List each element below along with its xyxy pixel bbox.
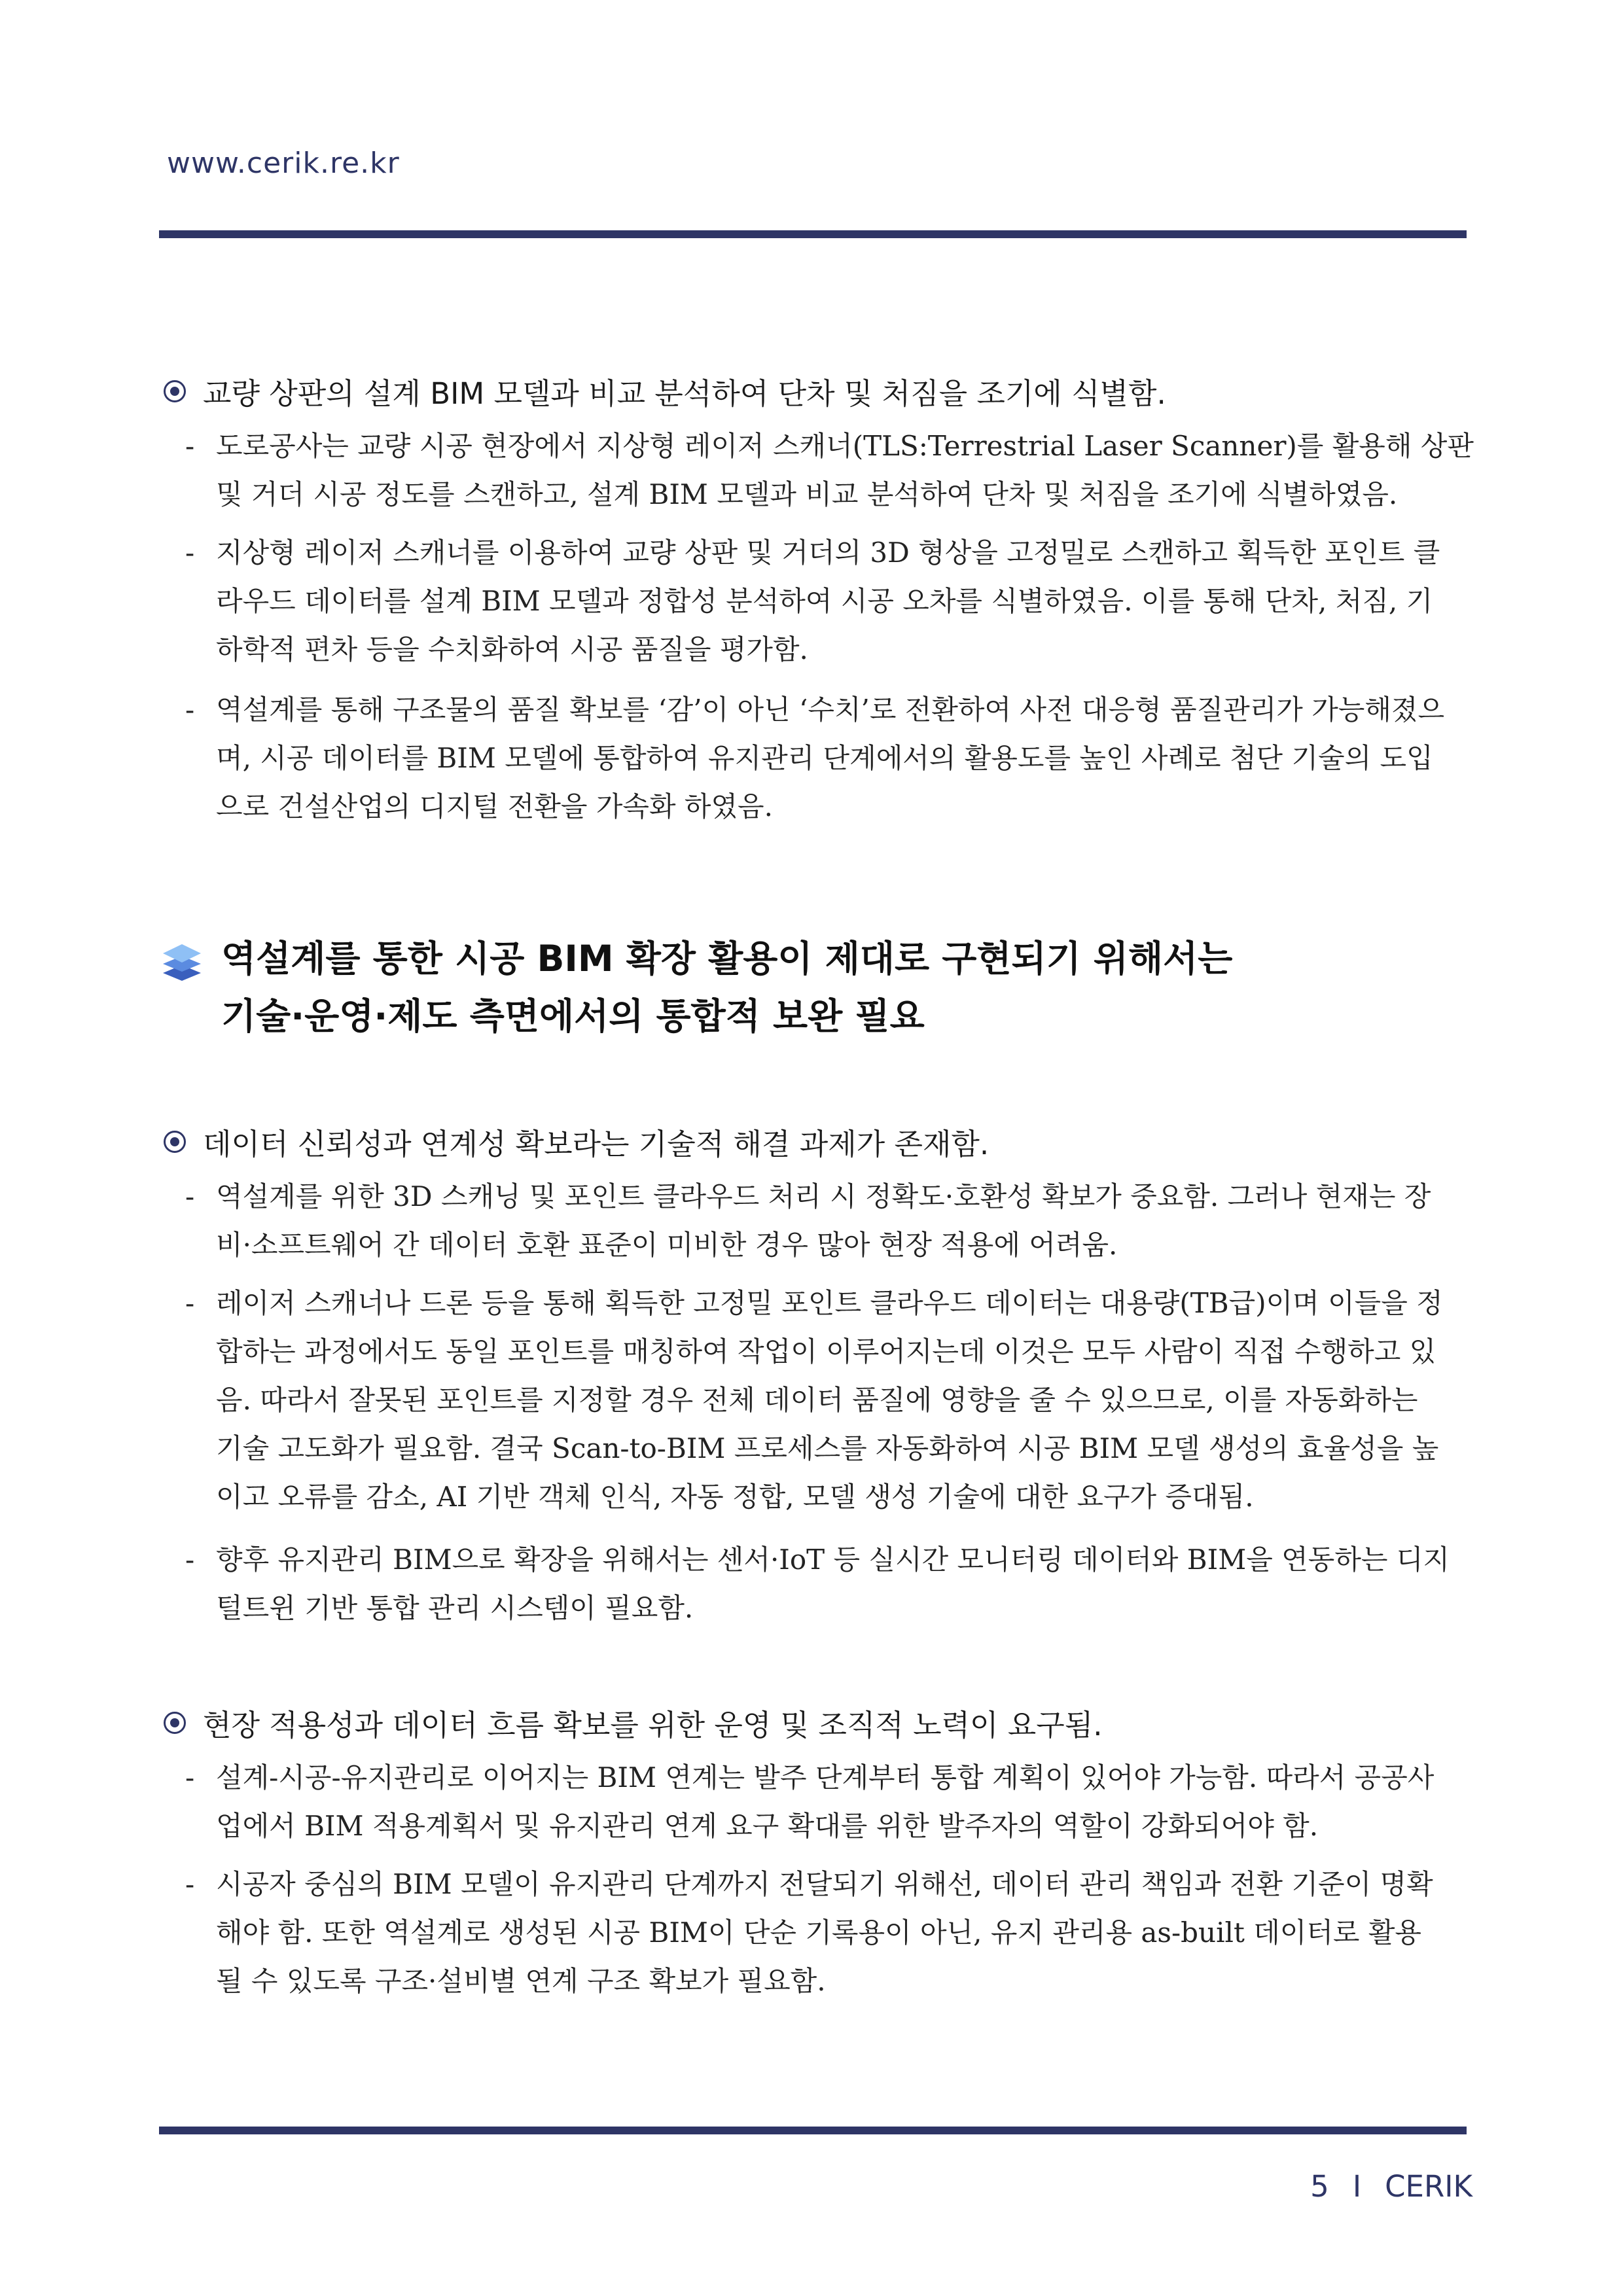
item-line: 설계-시공-유지관리로 이어지는 BIM 연계는 발주 단계부터 통합 계획이 있어야 가능함. 따라서 공공사 (216, 1761, 1435, 1793)
list-item: - 설계-시공-유지관리로 이어지는 BIM 연계는 발주 단계부터 통합 계획이 있어야 가능함. 따라서 공공사 업에서 BIM 적용계획서 및 유지관리 연계 요구 확대를 위한 발주자의 역할이 강화되어야 함. (185, 1754, 1468, 1850)
bullet-heading-3 (164, 1701, 1103, 1744)
item-line: 업에서 BIM 적용계획서 및 유지관리 연계 요구 확대를 위한 발주자의 역할이 강화되어야 함. (216, 1810, 1319, 1842)
item-line: 이고 오류를 감소, AI 기반 객체 인식, 자동 정합, 모델 생성 기술에 대한 요구가 증대됨. (216, 1481, 1254, 1513)
item-line: 및 거더 시공 정도를 스캔하고, 설계 BIM 모델과 비교 분석하여 단차 및 처짐을 조기에 식별하였음. (216, 478, 1398, 510)
item-line: 될 수 있도록 구조·설비별 연계 구조 확보가 필요함. (216, 1965, 826, 1997)
bullet-heading-text: 교량 상판의 설계 BIM 모델과 비교 분석하여 단차 및 처짐을 조기에 식별함. (203, 376, 1166, 411)
item-line: 지상형 레이저 스캐너를 이용하여 교량 상판 및 거더의 3D 형상을 고정밀로 스캔하고 획득한 포인트 클 (216, 537, 1440, 569)
list-item: - 역설계를 통해 구조물의 품질 확보를 ‘감’이 아닌 ‘수치’로 전환하여 사전 대응형 품질관리가 가능해졌으 며, 시공 데이터를 BIM 모델에 통합하여 유지관리 단계에서의 활용도를 높인 사례로 첨단 기술의 도입 으로 건설산업의 디지털 전환을 가속화 하였음. (185, 686, 1468, 831)
item-line: 역설계를 위한 3D 스캐닝 및 포인트 클라우드 처리 시 정확도·호환성 확보가 중요함. 그러나 현재는 장 (216, 1180, 1431, 1212)
site-url[interactable]: www.cerik.re.kr (167, 147, 400, 180)
item-line: 시공자 중심의 BIM 모델이 유지관리 단계까지 전달되기 위해선, 데이터 관리 책임과 전환 기준이 명확 (216, 1868, 1433, 1900)
item-line: 기술 고도화가 필요함. 결국 Scan-to-BIM 프로세스를 자동화하여 시공 BIM 모델 생성의 효율성을 높 (216, 1432, 1439, 1464)
footer-brand: CERIK (1385, 2169, 1472, 2204)
item-line: 털트윈 기반 통합 관리 시스템이 필요함. (216, 1592, 694, 1624)
item-line: 하학적 편차 등을 수치화하여 시공 품질을 평가함. (216, 633, 808, 665)
page-footer (1283, 2169, 1472, 2204)
item-line: 음. 따라서 잘못된 포인트를 지정할 경우 전체 데이터 품질에 영향을 줄 수 있으므로, 이를 자동화하는 (216, 1384, 1418, 1416)
footer-separator: I (1352, 2169, 1362, 2204)
list-item: - 시공자 중심의 BIM 모델이 유지관리 단계까지 전달되기 위해선, 데이터 관리 책임과 전환 기준이 명확 해야 함. 또한 역설계로 생성된 시공 BIM이 단순 기록용이 아닌, 유지 관리용 as-built 데이터로 활용 될 수 있도록 구조·설비별 연계 구조 확보가 필요함. (185, 1860, 1468, 2005)
item-line: 으로 건설산업의 디지털 전환을 가속화 하였음. (216, 790, 773, 822)
item-line: 비·소프트웨어 간 데이터 호환 표준이 미비한 경우 많아 현장 적용에 어려움. (216, 1229, 1118, 1261)
list-item: - 역설계를 위한 3D 스캐닝 및 포인트 클라우드 처리 시 정확도·호환성 확보가 중요함. 그러나 현재는 장 비·소프트웨어 간 데이터 호환 표준이 미비한 경우 많아 현장 적용에 어려움. (185, 1173, 1468, 1269)
item-line: 며, 시공 데이터를 BIM 모델에 통합하여 유지관리 단계에서의 활용도를 높인 사례로 첨단 기술의 도입 (216, 742, 1433, 774)
list-item: - 도로공사는 교량 시공 현장에서 지상형 레이저 스캐너(TLS:Terrestrial Laser Scanner)를 활용해 상판 및 거더 시공 정도를 스캔하고, 설계 BIM 모델과 비교 분석하여 단차 및 처짐을 조기에 식별하였음. (185, 422, 1468, 519)
item-line: 역설계를 통해 구조물의 품질 확보를 ‘감’이 아닌 ‘수치’로 전환하여 사전 대응형 품질관리가 가능해졌으 (216, 694, 1445, 726)
circle-bullet-icon (164, 1131, 186, 1153)
item-line: 레이저 스캐너나 드론 등을 통해 획득한 고정밀 포인트 클라우드 데이터는 대용량(TB급)이며 이들을 정 (216, 1287, 1443, 1319)
bullet-heading-text: 현장 적용성과 데이터 흐름 확보를 위한 운영 및 조직적 노력이 요구됨. (203, 1708, 1103, 1742)
list-item: - 레이저 스캐너나 드론 등을 통해 획득한 고정밀 포인트 클라우드 데이터는 대용량(TB급)이며 이들을 정 합하는 과정에서도 동일 포인트를 매칭하여 작업이 이루어지는데 이것은 모두 사람이 직접 수행하고 있 음. 따라서 잘못된 포인트를 지정할 경우 전체 데이터 품질에 영향을 줄 수 있으므로, 이를 자동화하는 기술 고도화가 필요함. 결국 Scan-to-BIM 프로세스를 자동화하여 시공 BIM 모델 생성의 효율성을 높 이고 오류를 감소, AI 기반 객체 인식, 자동 정합, 모델 생성 기술에 대한 요구가 증대됨. (185, 1279, 1468, 1521)
page-number: 5 (1310, 2169, 1329, 2204)
circle-bullet-icon (164, 1712, 186, 1734)
section-title (159, 932, 1232, 1042)
bullet-heading-2 (164, 1120, 989, 1163)
layers-icon (159, 939, 205, 985)
item-line: 라우드 데이터를 설계 BIM 모델과 정합성 분석하여 시공 오차를 식별하였음. 이를 통해 단차, 처짐, 기 (216, 585, 1433, 617)
header-rule (159, 230, 1467, 238)
footer-rule (159, 2127, 1467, 2134)
item-line: 해야 함. 또한 역설계로 생성된 시공 BIM이 단순 기록용이 아닌, 유지 관리용 as-built 데이터로 활용 (216, 1916, 1421, 1949)
list-item: - 향후 유지관리 BIM으로 확장을 위해서는 센서·IoT 등 실시간 모니터링 데이터와 BIM을 연동하는 디지 털트윈 기반 통합 관리 시스템이 필요함. (185, 1536, 1468, 1633)
item-line: 합하는 과정에서도 동일 포인트를 매칭하여 작업이 이루어지는데 이것은 모두 사람이 직접 수행하고 있 (216, 1335, 1436, 1368)
circle-bullet-icon (164, 380, 186, 402)
list-item: - 지상형 레이저 스캐너를 이용하여 교량 상판 및 거더의 3D 형상을 고정밀로 스캔하고 획득한 포인트 클 라우드 데이터를 설계 BIM 모델과 정합성 분석하여 시공 오차를 식별하였음. 이를 통해 단차, 처짐, 기 하학적 편차 등을 수치화하여 시공 품질을 평가함. (185, 529, 1468, 674)
section-title-line-2: 기술·운영·제도 측면에서의 통합적 보완 필요 (221, 995, 925, 1037)
item-line: 향후 유지관리 BIM으로 확장을 위해서는 센서·IoT 등 실시간 모니터링 데이터와 BIM을 연동하는 디지 (216, 1544, 1450, 1576)
bullet-heading-1 (164, 370, 1166, 412)
item-line: 도로공사는 교량 시공 현장에서 지상형 레이저 스캐너(TLS:Terrestrial Laser Scanner)를 활용해 상판 (216, 430, 1474, 462)
section-title-line-1: 역설계를 통한 시공 BIM 확장 활용이 제대로 구현되기 위해서는 (221, 938, 1233, 980)
bullet-heading-text: 데이터 신뢰성과 연계성 확보라는 기술적 해결 과제가 존재함. (203, 1127, 990, 1161)
